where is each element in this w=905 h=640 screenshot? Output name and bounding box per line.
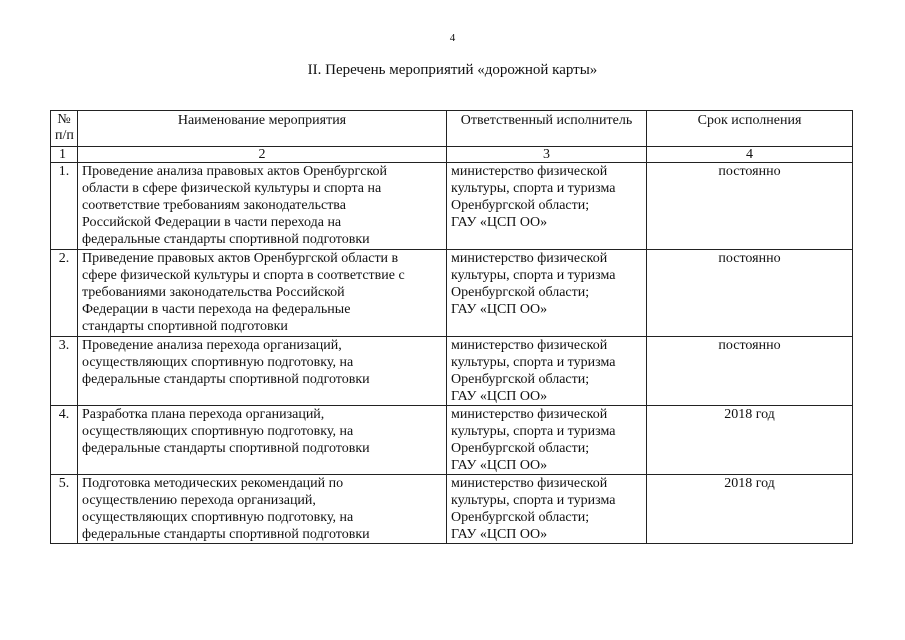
page-number: 4 [449,32,456,44]
executor-line: министерство физической [451,338,608,353]
execution-term: постоянно [647,250,853,337]
row-number: 3. [51,337,78,406]
header-name: Наименование мероприятия [78,111,447,147]
table-row [51,163,853,250]
document-title: II. Перечень мероприятий «дорожной карты» [307,62,598,78]
activity-name-line: сфере физической культуры и спорта в соответствие с [82,268,405,283]
executor-line: Оренбургской области; [451,198,590,213]
executor-line: ГАУ «ЦСП ОО» [451,527,548,542]
activity-name-line: требованиями законодательства Российской [82,285,345,300]
activity-name-line: Приведение правовых актов Оренбургской области в [82,251,399,266]
activity-name-line: федеральные стандарты спортивной подготовки [82,441,370,456]
activity-name-line: стандарты спортивной подготовки [82,319,288,334]
responsible-executor [447,337,647,406]
executor-line: культуры, спорта и туризма [451,493,616,508]
table-row [51,250,853,337]
execution-term: постоянно [647,337,853,406]
executor-line: Оренбургской области; [451,372,590,387]
executor-line: ГАУ «ЦСП ОО» [451,389,548,404]
roadmap-table [50,110,853,544]
header-number-line-2: п/п [55,128,74,143]
table-body [51,163,853,544]
table-header-row [51,111,853,147]
activity-name-line: осуществляющих спортивную подготовку, на [82,424,354,439]
activity-name-line: Подготовка методических рекомендаций по [82,476,344,491]
execution-term: постоянно [647,163,853,250]
activity-name-line: Проведение анализа правовых актов Оренбургской [82,164,388,179]
activity-name [78,406,447,475]
executor-line: культуры, спорта и туризма [451,424,616,439]
activity-name-line: осуществляющих спортивную подготовку, на [82,510,354,525]
responsible-executor [447,163,647,250]
activity-name-line: Разработка плана перехода организаций, [82,407,325,422]
activity-name [78,337,447,406]
column-number-2: 2 [78,147,447,163]
header-term: Срок исполнения [647,111,853,147]
executor-line: министерство физической [451,251,608,266]
activity-name-line: осуществляющих спортивную подготовку, на [82,355,354,370]
row-number: 2. [51,250,78,337]
activity-name [78,250,447,337]
header-number-line-1: № [57,112,71,127]
executor-line: культуры, спорта и туризма [451,181,616,196]
column-number-4: 4 [647,147,853,163]
activity-name-line: соответствие требованиям законодательства [82,198,346,213]
executor-line: культуры, спорта и туризма [451,355,616,370]
activity-name [78,475,447,544]
row-number: 1. [51,163,78,250]
executor-line: Оренбургской области; [451,441,590,456]
executor-line: ГАУ «ЦСП ОО» [451,215,548,230]
activity-name-line: Федерации в части перехода на федеральные [82,302,351,317]
activity-name-line: осуществлению перехода организаций, [82,493,316,508]
executor-line: Оренбургской области; [451,285,590,300]
executor-line: ГАУ «ЦСП ОО» [451,458,548,473]
activity-name-line: Проведение анализа перехода организаций, [82,338,342,353]
executor-line: министерство физической [451,407,608,422]
executor-line: культуры, спорта и туризма [451,268,616,283]
table-row [51,406,853,475]
responsible-executor [447,406,647,475]
executor-line: Оренбургской области; [451,510,590,525]
responsible-executor [447,475,647,544]
header-executor: Ответственный исполнитель [447,111,647,147]
header-number [51,111,78,147]
responsible-executor [447,250,647,337]
activity-name-line: федеральные стандарты спортивной подготовки [82,527,370,542]
executor-line: ГАУ «ЦСП ОО» [451,302,548,317]
column-number-1: 1 [51,147,78,163]
row-number: 4. [51,406,78,475]
execution-term: 2018 год [647,475,853,544]
column-number-3: 3 [447,147,647,163]
executor-line: министерство физической [451,164,608,179]
table-row [51,337,853,406]
activity-name [78,163,447,250]
executor-line: министерство физической [451,476,608,491]
column-numbers-row [51,147,853,163]
activity-name-line: области в сфере физической культуры и спорта на [82,181,382,196]
activity-name-line: федеральные стандарты спортивной подготовки [82,372,370,387]
row-number: 5. [51,475,78,544]
table-row [51,475,853,544]
activity-name-line: Российской Федерации в части перехода на [82,215,342,230]
activity-name-line: федеральные стандарты спортивной подготовки [82,232,370,247]
execution-term: 2018 год [647,406,853,475]
